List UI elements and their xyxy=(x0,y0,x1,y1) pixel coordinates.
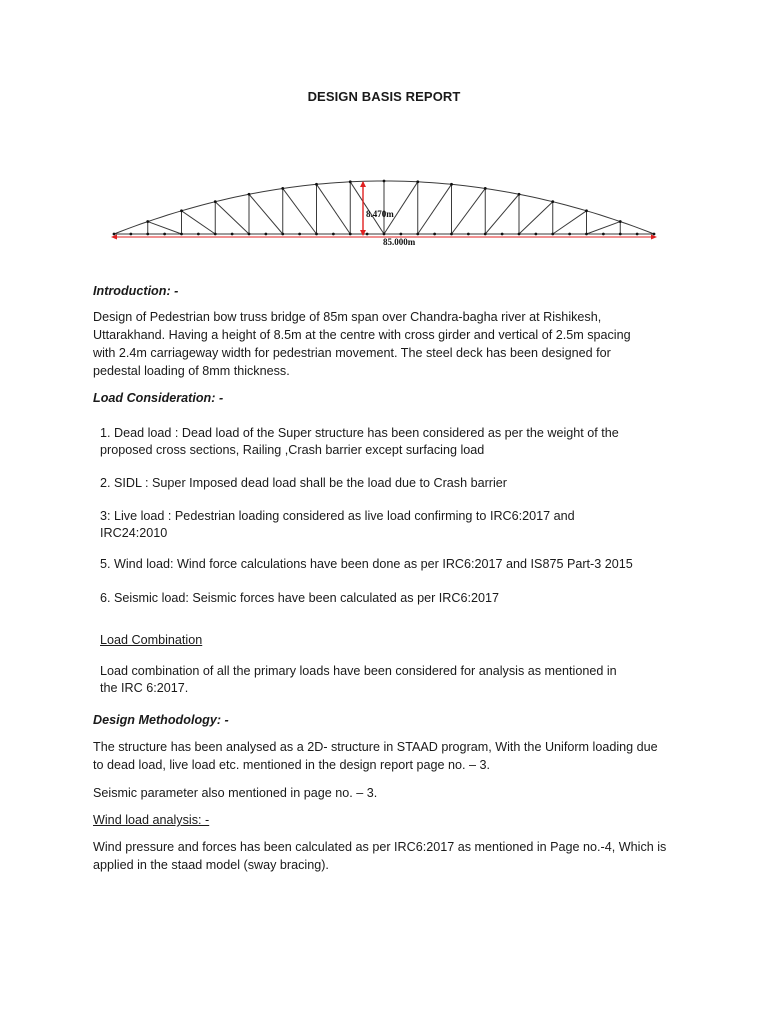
deck-node xyxy=(129,233,132,236)
load-item-live-load-cont: IRC24:2010 xyxy=(100,526,168,540)
height-label: 8.470m xyxy=(366,209,394,219)
wind-load-analysis-heading: Wind load analysis: - xyxy=(93,813,210,827)
arch-node xyxy=(214,200,217,203)
deck-node xyxy=(248,233,251,236)
wind-load-analysis-line: applied in the staad model (sway bracing). xyxy=(93,858,329,872)
load-combination-line: the IRC 6:2017. xyxy=(100,681,189,695)
deck-node xyxy=(298,233,301,236)
arch-node xyxy=(315,183,318,186)
load-item-sidl: 2. SIDL : Super Imposed dead load shall be the load due to Crash barrier xyxy=(100,476,507,490)
deck-node xyxy=(349,233,352,236)
height-arrow-top xyxy=(360,181,366,187)
deck-node xyxy=(534,233,537,236)
truss-diagonal xyxy=(350,182,384,234)
deck-node xyxy=(568,233,571,236)
deck-node xyxy=(399,233,402,236)
deck-node xyxy=(383,233,386,236)
truss-members xyxy=(114,181,654,234)
design-methodology-heading: Design Methodology: - xyxy=(93,713,229,727)
truss-diagonal xyxy=(587,222,621,234)
load-combination-heading: Load Combination xyxy=(100,633,203,647)
truss-diagonal xyxy=(148,222,182,234)
deck-node xyxy=(366,233,369,236)
height-arrow-bottom xyxy=(360,230,366,236)
deck-node xyxy=(467,233,470,236)
deck-node xyxy=(197,233,200,236)
deck-node xyxy=(163,233,166,236)
arch-node xyxy=(450,183,453,186)
deck-node xyxy=(585,233,588,236)
deck-node xyxy=(214,233,217,236)
truss-diagonal xyxy=(182,211,216,234)
deck-node xyxy=(619,233,622,236)
truss-diagonal xyxy=(553,211,587,234)
truss-diagonal xyxy=(384,182,418,234)
introduction-line: Design of Pedestrian bow truss bridge of 85m span over Chandra-bagha river at Rishikesh, xyxy=(93,310,602,324)
arch-node xyxy=(146,220,149,223)
deck-node xyxy=(113,233,116,236)
load-consideration-heading: Load Consideration: - xyxy=(93,391,224,405)
load-item-dead-load: 1. Dead load : Dead load of the Super structure has been considered as per the weight of the xyxy=(100,426,619,440)
deck-node xyxy=(551,233,554,236)
truss-diagonal xyxy=(452,188,486,234)
truss-diagonal xyxy=(317,184,351,234)
load-combination-line: Load combination of all the primary loads have been considered for analysis as mentioned in xyxy=(100,664,617,678)
arch-node xyxy=(383,180,386,183)
design-methodology-line: to dead load, live load etc. mentioned in the design report page no. – 3. xyxy=(93,758,490,772)
introduction-line: pedestal loading of 8mm thickness. xyxy=(93,364,290,378)
deck-node xyxy=(636,233,639,236)
wind-load-analysis-line: Wind pressure and forces has been calculated as per IRC6:2017 as mentioned in Page no.-4, Which is xyxy=(93,840,667,854)
deck-node xyxy=(518,233,521,236)
introduction-line: with 2.4m carriageway width for pedestrian movement. The steel deck has been designed for xyxy=(93,346,611,360)
truss-diagonal xyxy=(249,194,283,234)
deck-node xyxy=(416,233,419,236)
introduction-line: Uttarakhand. Having a height of 8.5m at the centre with cross girder and vertical of 2.5m spacing xyxy=(93,328,631,342)
arch-node xyxy=(248,193,251,196)
truss-diagonal xyxy=(519,202,553,234)
arch-node xyxy=(619,220,622,223)
arch-node xyxy=(484,187,487,190)
load-item-live-load: 3: Live load : Pedestrian loading considered as live load confirming to IRC6:2017 and xyxy=(100,509,575,523)
page-title: DESIGN BASIS REPORT xyxy=(307,89,461,104)
design-methodology-line: The structure has been analysed as a 2D- structure in STAAD program, With the Uniform loading due xyxy=(93,740,658,754)
span-label: 85.000m xyxy=(383,237,416,247)
deck-node xyxy=(653,233,656,236)
deck-node xyxy=(433,233,436,236)
deck-node xyxy=(146,233,149,236)
deck-node xyxy=(281,233,284,236)
truss-diagonal xyxy=(418,184,452,234)
arch-node xyxy=(281,187,284,190)
arch-node xyxy=(551,200,554,203)
introduction-heading: Introduction: - xyxy=(93,284,179,298)
deck-node xyxy=(332,233,335,236)
deck-node xyxy=(264,233,267,236)
deck-node xyxy=(602,233,605,236)
bow-truss-bridge-diagram xyxy=(108,172,660,250)
deck-node xyxy=(450,233,453,236)
deck-node xyxy=(231,233,234,236)
truss-diagonal xyxy=(215,202,249,234)
deck-node xyxy=(501,233,504,236)
truss-diagonal xyxy=(485,194,519,234)
load-item-seismic-load: 6. Seismic load: Seismic forces have been calculated as per IRC6:2017 xyxy=(100,591,500,605)
deck-node xyxy=(484,233,487,236)
arch-node xyxy=(180,209,183,212)
load-item-dead-load-cont: proposed cross sections, Railing ,Crash barrier except surfacing load xyxy=(100,443,485,457)
truss-diagonal xyxy=(283,188,317,234)
arch-node xyxy=(518,193,521,196)
deck-node xyxy=(180,233,183,236)
arch-node xyxy=(349,180,352,183)
seismic-parameter-line: Seismic parameter also mentioned in page no. – 3. xyxy=(93,786,378,800)
arch-node xyxy=(416,180,419,183)
load-item-wind-load: 5. Wind load: Wind force calculations have been done as per IRC6:2017 and IS875 Part-3 2015 xyxy=(100,557,633,571)
deck-node xyxy=(315,233,318,236)
arch-node xyxy=(585,209,588,212)
